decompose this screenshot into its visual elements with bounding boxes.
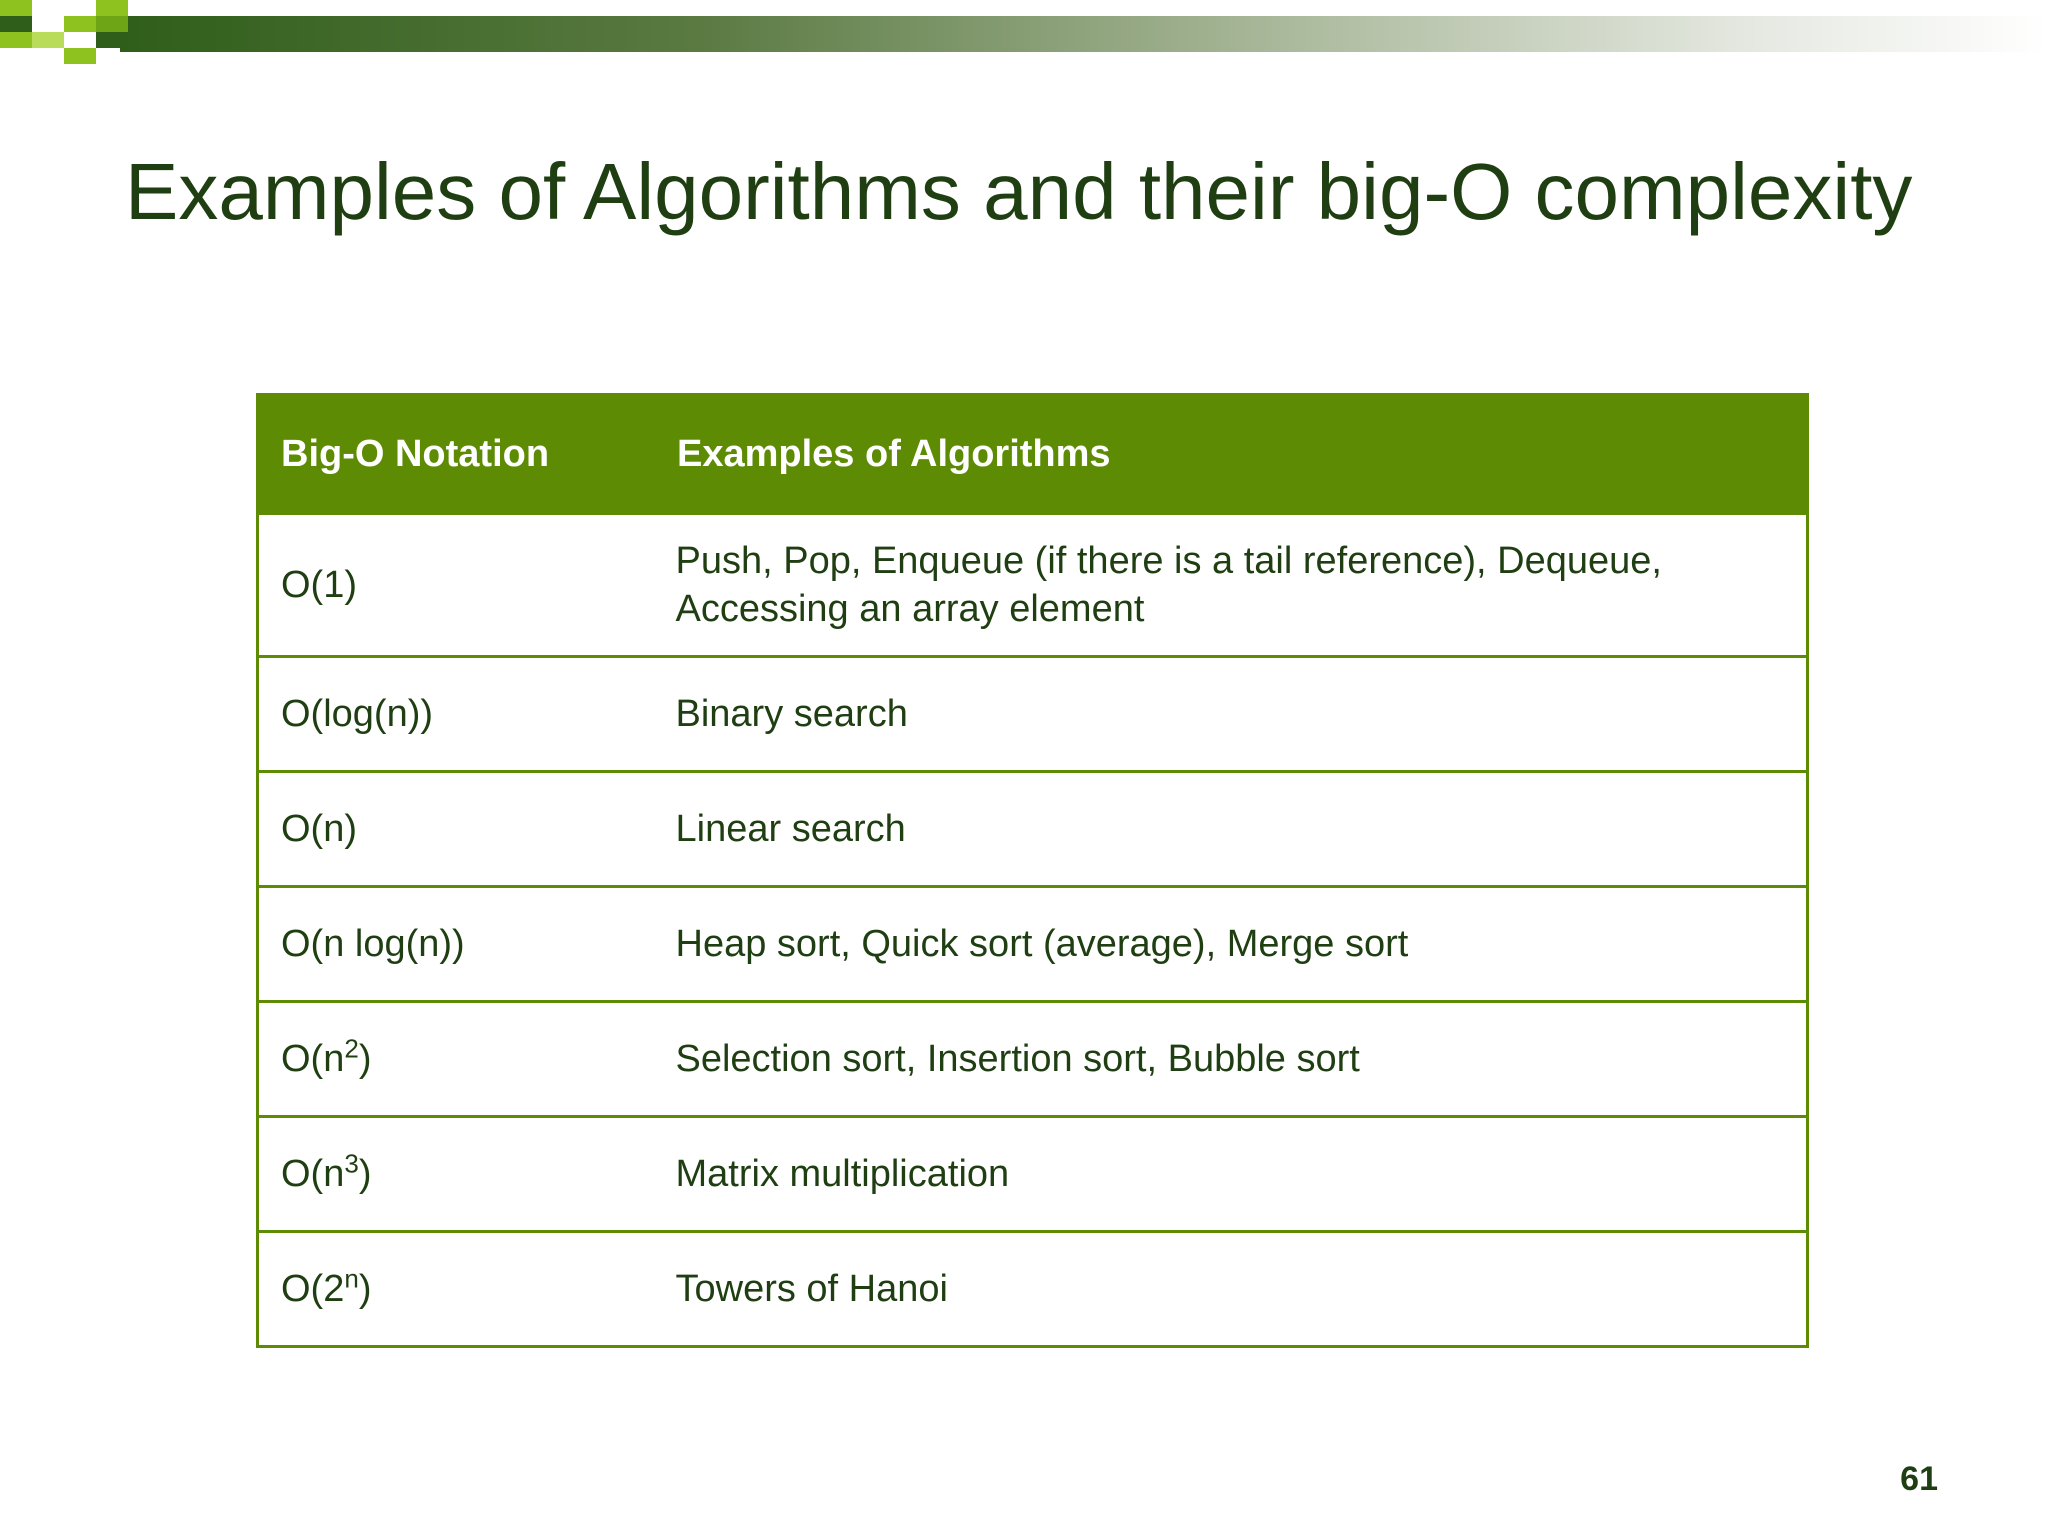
deco-square	[0, 16, 32, 32]
examples-cell: Matrix multiplication	[654, 1117, 1808, 1232]
examples-cell: Selection sort, Insertion sort, Bubble sort	[654, 1002, 1808, 1117]
table-row	[258, 1117, 1808, 1232]
table-header-row	[258, 395, 1808, 514]
deco-square	[64, 16, 96, 32]
notation-cell	[258, 514, 654, 657]
notation-cell	[258, 887, 654, 1002]
examples-cell: Binary search	[654, 657, 1808, 772]
slide-title: Examples of Algorithms and their big-O complexity	[125, 147, 1913, 236]
notation-exponent: n	[344, 1263, 359, 1294]
examples-cell: Heap sort, Quick sort (average), Merge sort	[654, 887, 1808, 1002]
deco-square	[96, 16, 128, 32]
notation-tail: )	[358, 1153, 372, 1195]
deco-square	[0, 32, 32, 48]
notation-exponent: 3	[344, 1148, 359, 1179]
deco-square	[96, 0, 128, 16]
notation-text: O(log(n))	[281, 693, 434, 735]
notation-exponent: 2	[344, 1033, 359, 1064]
table-row	[258, 657, 1808, 772]
notation-text: O(n	[281, 1038, 345, 1080]
examples-cell: Towers of Hanoi	[654, 1232, 1808, 1347]
table-row	[258, 1002, 1808, 1117]
table-row	[258, 1232, 1808, 1347]
page-number: 61	[1900, 1460, 1938, 1498]
notation-text: O(n	[281, 1153, 345, 1195]
examples-cell: Linear search	[654, 772, 1808, 887]
notation-cell	[258, 772, 654, 887]
deco-square	[0, 0, 32, 16]
deco-square	[96, 32, 128, 48]
header-examples-of-algorithms: Examples of Algorithms	[654, 395, 1808, 514]
notation-cell	[258, 1232, 654, 1347]
notation-tail: )	[358, 1038, 372, 1080]
complexity-table-container	[256, 393, 1809, 1348]
header-big-o-notation: Big-O Notation	[258, 395, 654, 514]
table-row	[258, 887, 1808, 1002]
deco-square	[64, 48, 96, 64]
notation-text: O(n)	[281, 808, 357, 850]
examples-cell: Push, Pop, Enqueue (if there is a tail reference), Dequeue, Accessing an array element	[654, 514, 1808, 657]
notation-text: O(n log(n))	[281, 923, 465, 965]
notation-cell	[258, 657, 654, 772]
top-gradient-bar	[120, 16, 2048, 52]
notation-text: O(2	[281, 1268, 345, 1310]
notation-cell	[258, 1117, 654, 1232]
table-row	[258, 514, 1808, 657]
notation-text: O(1)	[281, 564, 357, 606]
complexity-table	[256, 393, 1809, 1348]
table-row	[258, 772, 1808, 887]
deco-square	[32, 32, 64, 48]
notation-cell	[258, 1002, 654, 1117]
top-decoration	[0, 0, 2048, 72]
notation-tail: )	[358, 1268, 372, 1310]
